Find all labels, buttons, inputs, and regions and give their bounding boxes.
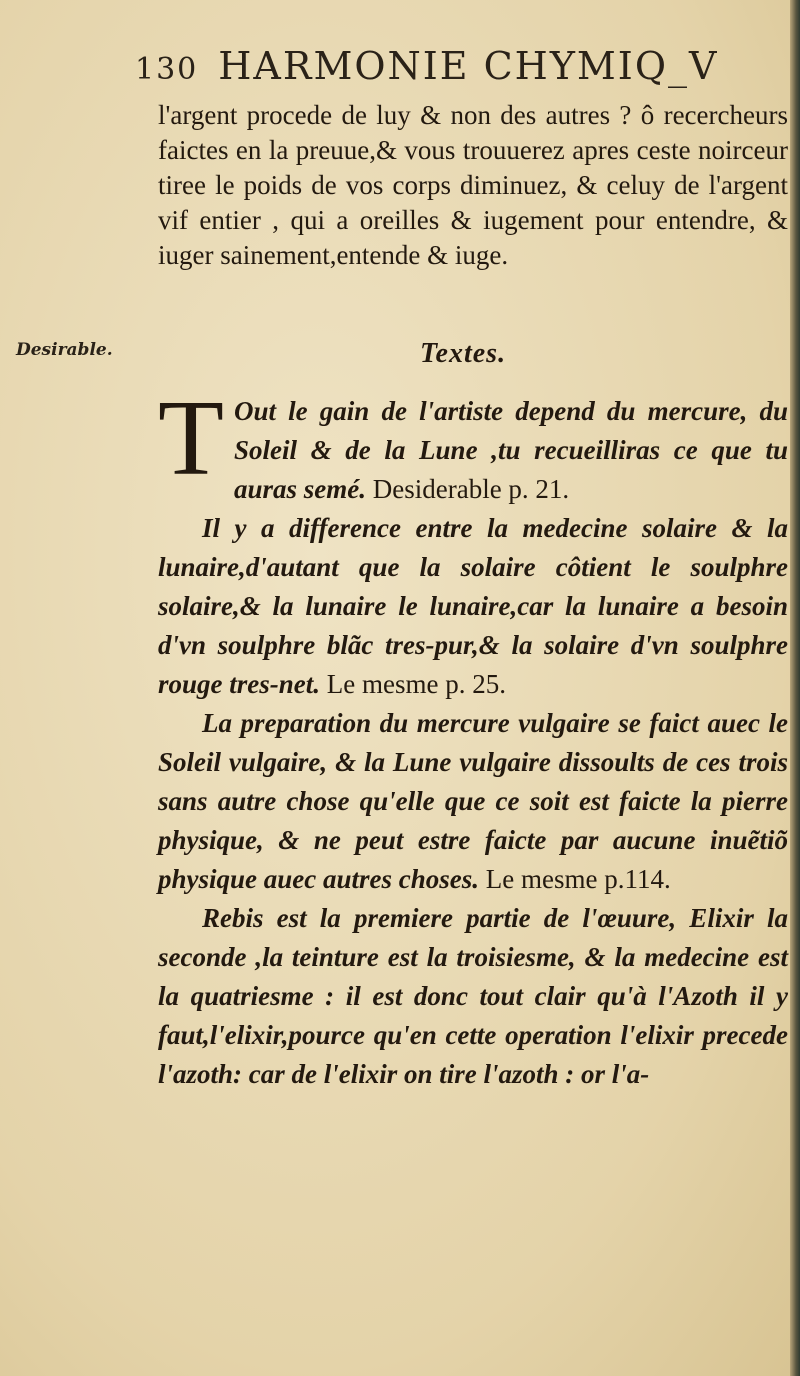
passage-source: Desiderable p. 21. xyxy=(372,474,570,504)
section-heading: Textes. xyxy=(420,338,507,369)
page-number: 130 xyxy=(135,52,199,87)
passages-block xyxy=(158,379,788,1094)
passage-3 xyxy=(158,704,788,899)
passage-4 xyxy=(158,899,788,1094)
passage-2 xyxy=(158,509,788,704)
passage-source: Le mesme p. 25. xyxy=(326,669,506,699)
running-title: HARMONIE CHYMIQ_V xyxy=(218,44,719,88)
drop-cap: T xyxy=(158,379,224,498)
opening-paragraph: l'argent procede de luy & non des autres ? ô recercheurs faictes en la preuue,& vous trouuerez apres ceste noirceur tiree le poids de vos corps diminuez, & celuy de l'argent vif entier , qui a oreilles & iugement pour entendre, & iuger sainement,entende & iuge. xyxy=(158,100,788,270)
passage-quote: Rebis est la premiere partie de l'œuure, Elixir la seconde ,la teinture est la troisiesme, & la medecine est la quatriesme : il est donc tout clair qu'à l'Azoth il y faut,l'elixir,pource qu'en cette operation l'elixir precede l'azoth: car de l'elixir on tire l'azoth : or l'a- xyxy=(158,903,788,1089)
passage-quote: Il y a difference entre la medecine solaire & la lunaire,d'autant que la solaire côtient le soulphre solaire,& la lunaire le lunaire,car la lunaire a besoin d'vn soulphre blãc tres-pur,& la solaire d'vn soulphre rouge tres-net. xyxy=(158,513,788,699)
page-edge xyxy=(790,0,800,1376)
running-head xyxy=(135,44,775,94)
passage-quote: Out le gain de l'artiste depend du mercure, du Soleil & de la Lune ,tu recueilliras ce que tu auras semé. xyxy=(233,396,788,504)
margin-note: Desirable. xyxy=(16,340,113,360)
passage-1 xyxy=(158,379,788,509)
passage-quote: La preparation du mercure vulgaire se faict auec le Soleil vulgaire, & la Lune vulgaire dissoults de ces trois sans autre chose qu'elle que ce soit est faicte la pierre physique, & ne peut estre faicte par aucune inuẽtiõ physique auec autres choses. xyxy=(158,708,788,894)
passage-source: Le mesme p.114. xyxy=(485,864,671,894)
